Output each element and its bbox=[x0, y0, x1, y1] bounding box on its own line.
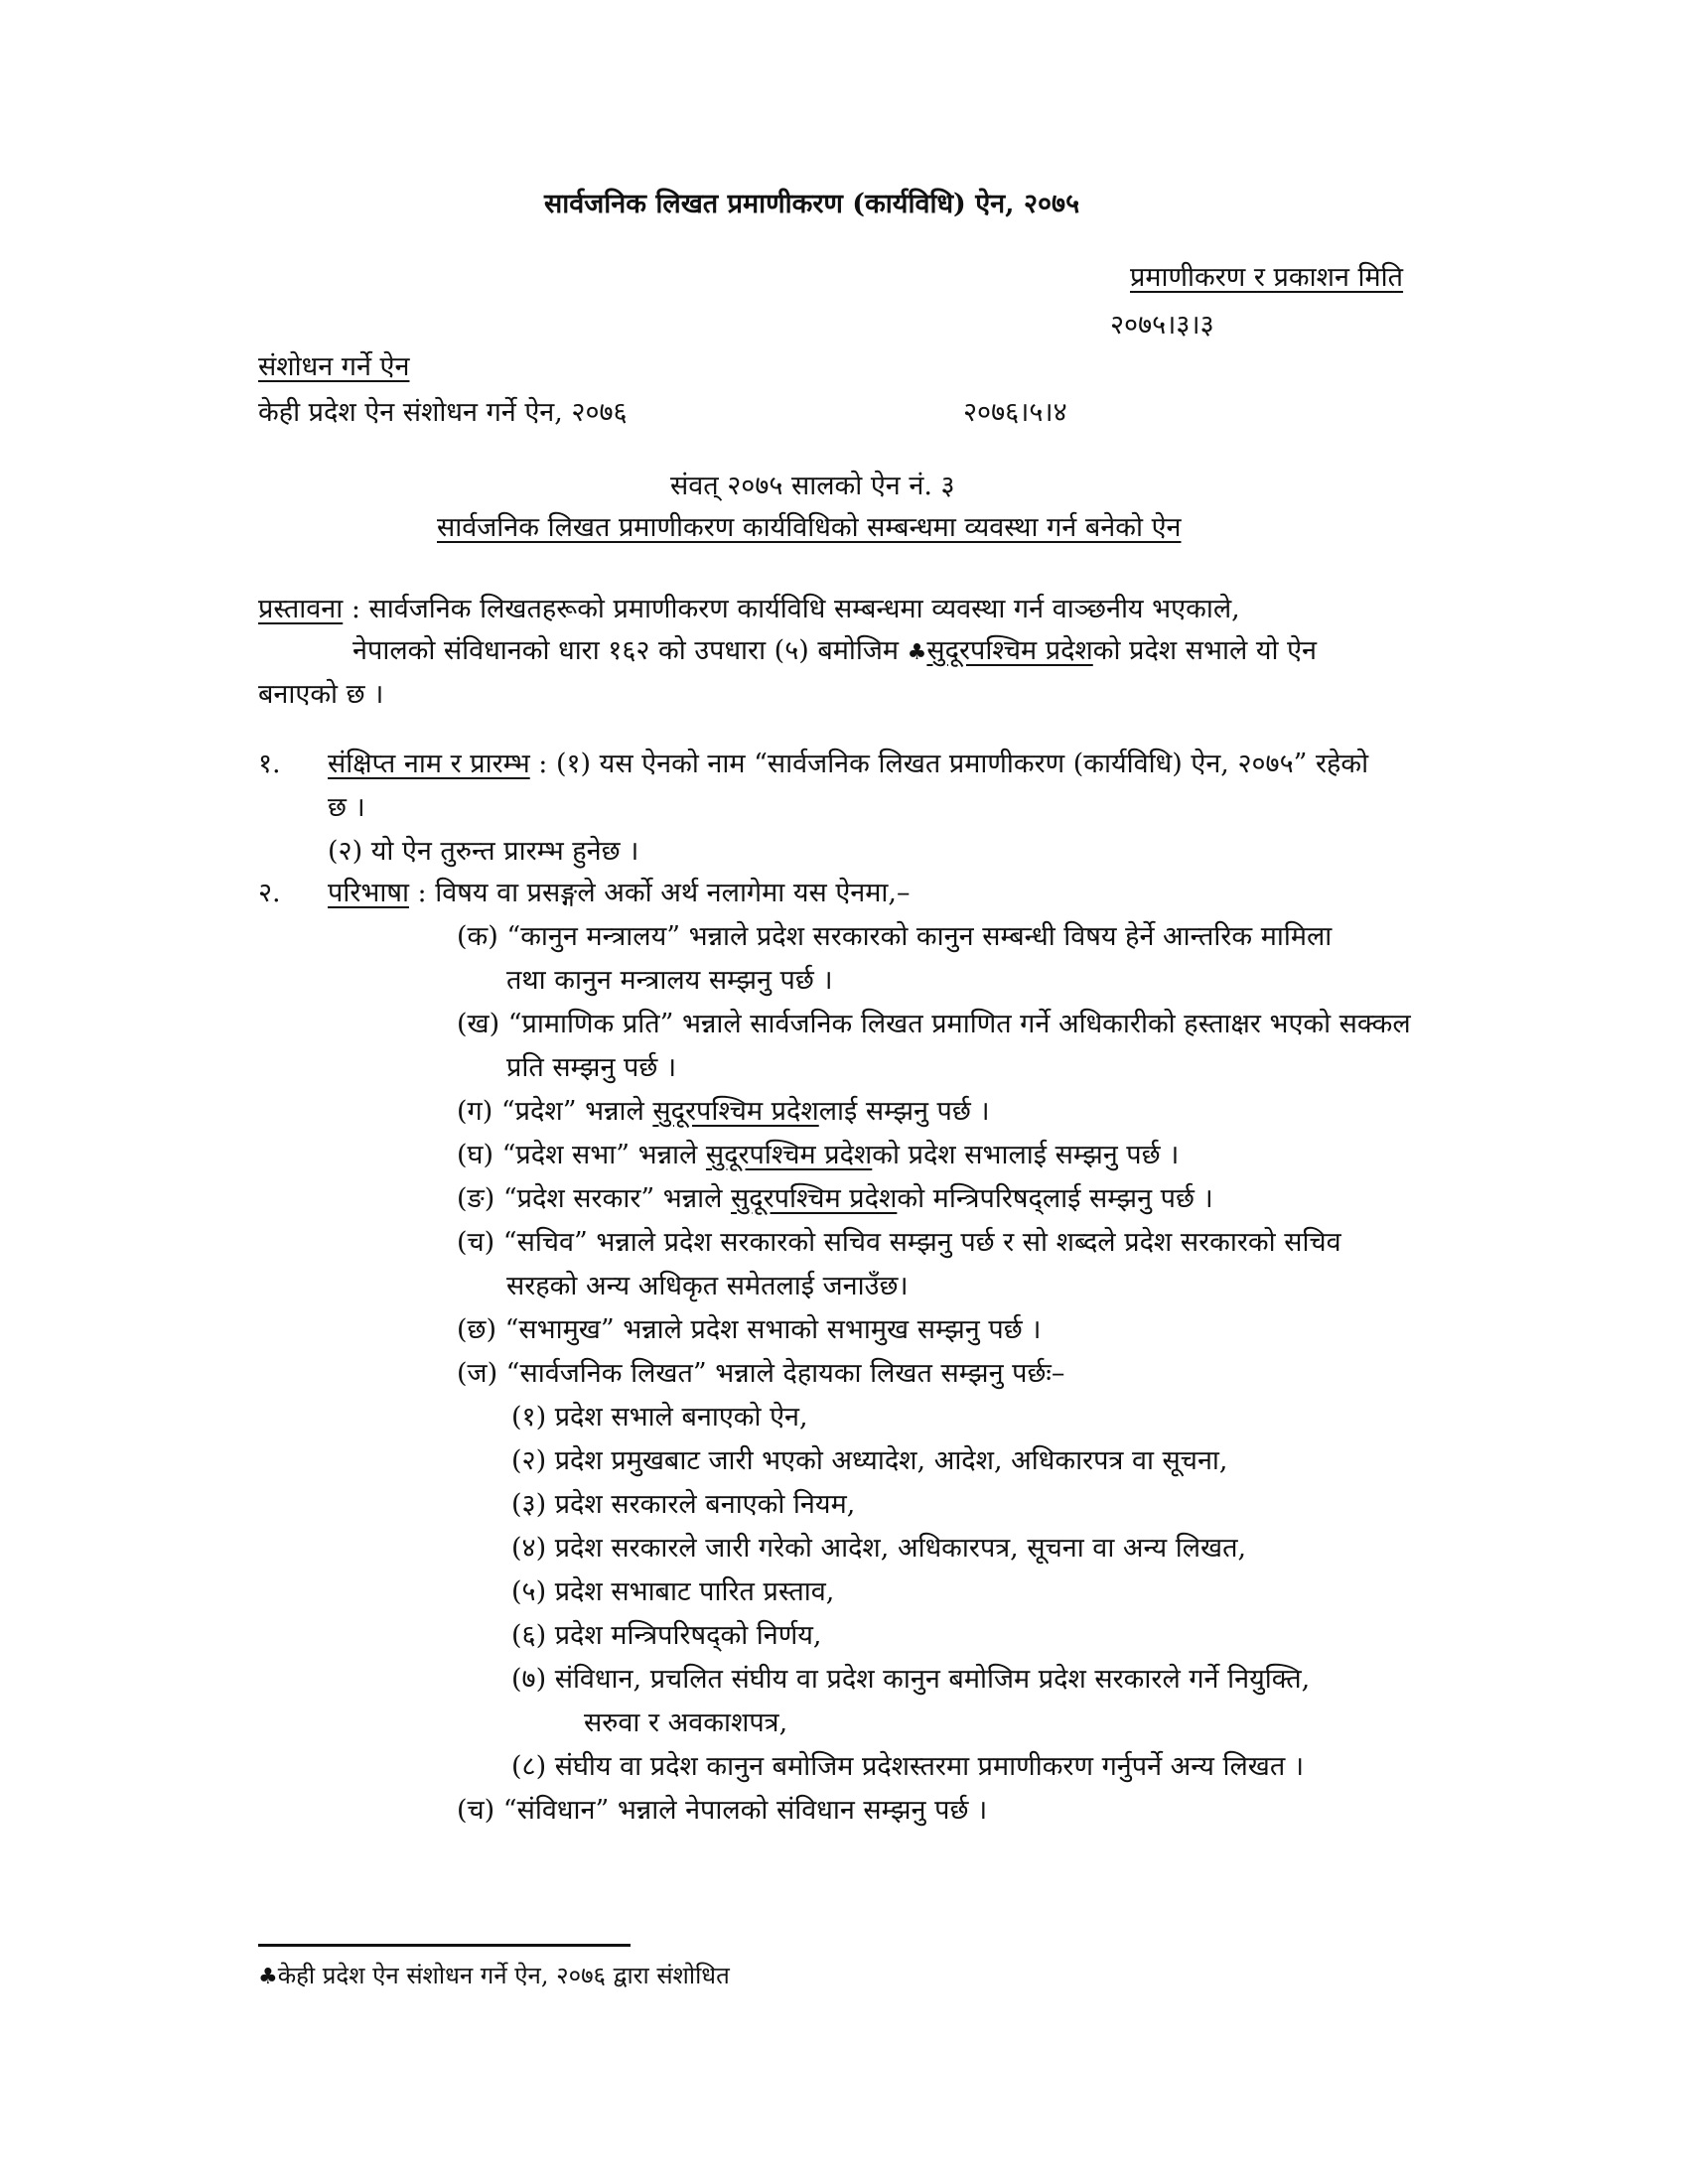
sub-item-7-line-1: (७) संविधान, प्रचलित संघीय वा प्रदेश कानुन बमोजिम प्रदेश सरकारले गर्ने नियुक्ति, bbox=[511, 1664, 1311, 1695]
clause-ga: (ग) “प्रदेश” भन्नाले सुदूरपश्चिम प्रदेशलाई सम्झनु पर्छ । bbox=[457, 1096, 990, 1127]
sub-item-7-line-2: सरुवा र अवकाशपत्र, bbox=[584, 1707, 788, 1738]
province-name: सुदूरपश्चिम प्रदेश bbox=[731, 1183, 898, 1214]
section-1-text: : (१) यस ऐनको नाम “सार्वजनिक लिखत प्रमाणीकरण (कार्यविधि) ऐन, २०७५” रहेको bbox=[529, 749, 1369, 779]
sub-item-5: (५) प्रदेश सभाबाट पारित प्रस्ताव, bbox=[511, 1576, 835, 1607]
clause-chha: (छ) “सभामुख” भन्नाले प्रदेश सभाको सभामुख सम्झनु पर्छ । bbox=[457, 1314, 1042, 1345]
section-1-line-2: छ । bbox=[328, 792, 365, 823]
sub-item-6: (६) प्रदेश मन्त्रिपरिषद्को निर्णय, bbox=[511, 1620, 822, 1651]
clause-ja: (ज) “सार्वजनिक लिखत” भन्नाले देहायका लिखत सम्झनु पर्छः– bbox=[457, 1358, 1065, 1389]
section-2-intro bbox=[328, 876, 911, 911]
preamble-label: प्रस्तावना bbox=[258, 594, 344, 624]
preamble-text: : सार्वजनिक लिखतहरूको प्रमाणीकरण कार्यविधि सम्बन्धमा व्यवस्था गर्न वाञ्छनीय भएकाले, bbox=[343, 594, 1240, 624]
province-name: सुदूरपश्चिम प्रदेश bbox=[926, 635, 1093, 666]
preamble-text-a: नेपालको संविधानको धारा १६२ को उपधारा (५) बमोजिम bbox=[352, 635, 908, 666]
section-2-heading: परिभाषा bbox=[328, 878, 409, 908]
preamble-line-1 bbox=[258, 592, 1240, 627]
act-number: संवत् २०७५ सालको ऐन नं. ३ bbox=[670, 471, 955, 501]
club-icon: ♣ bbox=[258, 1965, 278, 1989]
clause-ka-line-1: (क) “कानुन मन्त्रालय” भन्नाले प्रदेश सरकारको कानुन सम्बन्धी विषय हेर्ने आन्तरिक मामिला bbox=[457, 921, 1333, 952]
province-name: सुदूरपश्चिम प्रदेश bbox=[652, 1096, 819, 1127]
sub-item-8: (८) संघीय वा प्रदेश कानुन बमोजिम प्रदेशस्तरमा प्रमाणीकरण गर्नुपर्ने अन्य लिखत । bbox=[511, 1751, 1305, 1782]
section-2-number: २. bbox=[258, 878, 281, 908]
sub-item-2: (२) प्रदेश प्रमुखबाट जारी भएको अध्यादेश, आदेश, अधिकारपत्र वा सूचना, bbox=[511, 1445, 1228, 1476]
clause-constitution: (च) “संविधान” भन्नाले नेपालको संविधान सम्झनु पर्छ । bbox=[457, 1795, 988, 1826]
amend-date: २०७६।५।४ bbox=[963, 397, 1067, 428]
clause-gha: (घ) “प्रदेश सभा” भन्नाले सुदूरपश्चिम प्रदेशको प्रदेश सभालाई सम्झनु पर्छ । bbox=[457, 1140, 1180, 1170]
preamble-text-c: को प्रदेश सभाले यो ऐन bbox=[1092, 635, 1318, 666]
sub-item-4: (४) प्रदेश सरकारले जारी गरेको आदेश, अधिकारपत्र, सूचना वा अन्य लिखत, bbox=[511, 1533, 1247, 1564]
section-1-sub-2: (२) यो ऐन तुरुन्त प्रारम्भ हुनेछ । bbox=[328, 836, 639, 867]
section-1-number: १. bbox=[258, 749, 281, 779]
section-1-heading: संक्षिप्त नाम र प्रारम्भ bbox=[328, 749, 530, 779]
footnote bbox=[258, 1958, 730, 1995]
clause-ka-line-2: तथा कानुन मन्त्रालय सम्झनु पर्छ । bbox=[506, 965, 833, 996]
footnote-separator bbox=[258, 1944, 631, 1947]
preamble-line-3: बनाएको छ । bbox=[258, 679, 384, 710]
sub-item-3: (३) प्रदेश सरकारले बनाएको नियम, bbox=[511, 1489, 856, 1520]
province-name: सुदूरपश्चिम प्रदेश bbox=[705, 1140, 873, 1170]
clause-cha-line-1: (च) “सचिव” भन्नाले प्रदेश सरकारको सचिव सम्झनु पर्छ र सो शब्दले प्रदेश सरकारको सचिव bbox=[457, 1227, 1341, 1258]
auth-date: २०७५।३।३ bbox=[1110, 310, 1214, 341]
amend-act: केही प्रदेश ऐन संशोधन गर्ने ऐन, २०७६ bbox=[258, 397, 628, 428]
clause-cha-line-2: सरहको अन्य अधिकृत समेतलाई जनाउँछ। bbox=[506, 1271, 909, 1301]
preamble-line-2 bbox=[352, 633, 1317, 671]
sub-item-1: (१) प्रदेश सभाले बनाएको ऐन, bbox=[511, 1402, 808, 1433]
section-2-intro-text: : विषय वा प्रसङ्गले अर्को अर्थ नलागेमा यस ऐनमा,– bbox=[408, 878, 911, 908]
auth-date-label: प्रमाणीकरण र प्रकाशन मिति bbox=[1130, 262, 1404, 293]
amend-heading: संशोधन गर्ने ऐन bbox=[258, 351, 410, 382]
footnote-text: केही प्रदेश ऐन संशोधन गर्ने ऐन, २०७६ द्वारा संशोधित bbox=[277, 1962, 730, 1989]
section-1-line-1 bbox=[328, 747, 1368, 782]
act-title: सार्वजनिक लिखत प्रमाणीकरण (कार्यविधि) ऐन, २०७५ bbox=[544, 189, 1080, 219]
act-subtitle: सार्वजनिक लिखत प्रमाणीकरण कार्यविधिको सम्बन्धमा व्यवस्था गर्न बनेको ऐन bbox=[437, 512, 1182, 543]
clause-nga: (ङ) “प्रदेश सरकार” भन्नाले सुदूरपश्चिम प्रदेशको मन्त्रिपरिषद्लाई सम्झनु पर्छ । bbox=[457, 1183, 1213, 1214]
clause-kha-line-1: (ख) “प्रामाणिक प्रति” भन्नाले सार्वजनिक लिखत प्रमाणित गर्ने अधिकारीको हस्ताक्षर भएको सक्कल bbox=[457, 1009, 1411, 1039]
clause-kha-line-2: प्रति सम्झनु पर्छ । bbox=[506, 1052, 677, 1083]
club-icon: ♣ bbox=[907, 640, 927, 665]
